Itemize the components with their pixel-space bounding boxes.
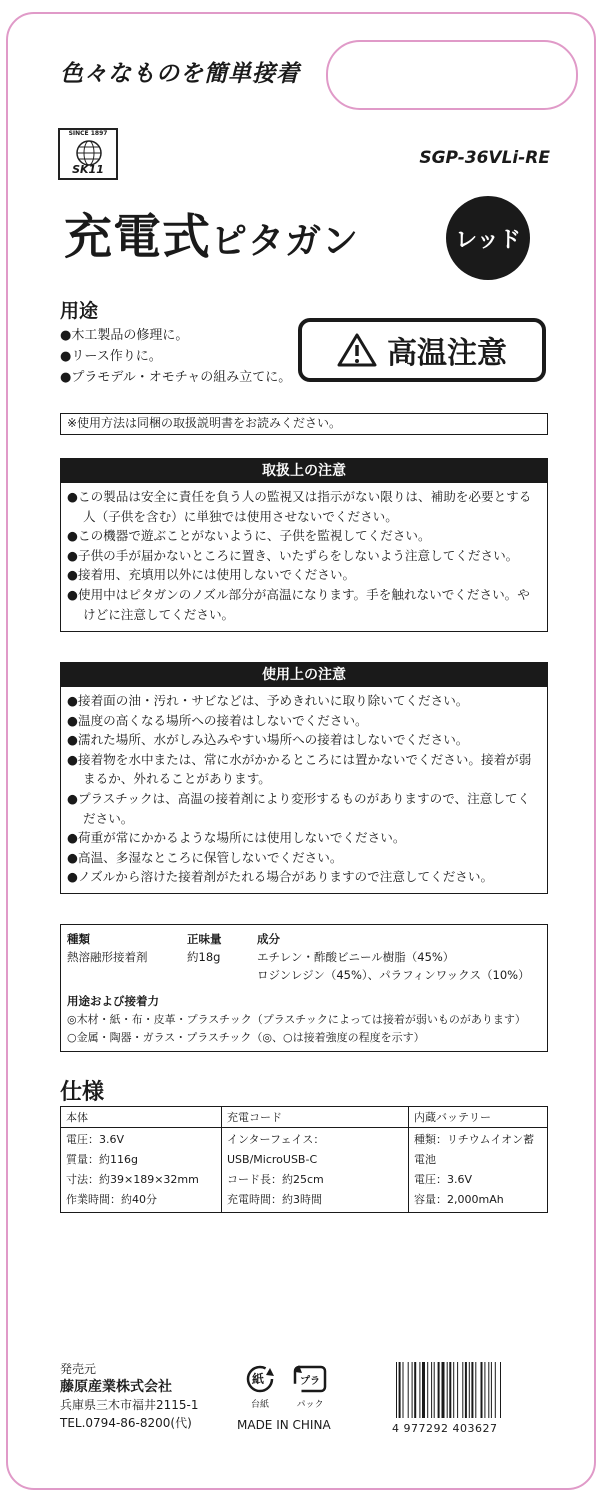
barcode-stripe bbox=[396, 1362, 397, 1418]
usage-item: ●接着物を水中または、常に水がかかるところには置かないでください。接着が弱まるか、外れることがあります。 bbox=[67, 751, 532, 787]
brand-since: SINCE 1897 bbox=[68, 130, 108, 137]
paper-label: 台紙 bbox=[250, 1400, 269, 1410]
plastic-mark: プラ bbox=[300, 1376, 320, 1387]
handling-item: ●子供の手が届かないところに置き、いたずらをしないよう注意してください。 bbox=[67, 547, 519, 563]
barcode-stripe bbox=[447, 1362, 448, 1418]
barcode-stripe bbox=[495, 1362, 496, 1418]
spec-body-line: 寸法：約39×189×32mm bbox=[66, 1173, 199, 1186]
barcode-stripe bbox=[491, 1362, 492, 1418]
hang-hole bbox=[326, 40, 578, 110]
made-in: MADE IN CHINA bbox=[237, 1418, 331, 1432]
composition-box bbox=[60, 924, 548, 1052]
handling-item: ●この機器で遊ぶことがないように、子供を監視してください。 bbox=[67, 528, 431, 544]
spec-battery-line: 種類：リチウムイオン蓄電池 bbox=[414, 1133, 535, 1166]
spec-cord-line: コード長：約25cm bbox=[227, 1173, 324, 1186]
handling-heading: 取扱上の注意 bbox=[61, 459, 547, 483]
barcode-stripe bbox=[469, 1362, 470, 1418]
spec-table bbox=[60, 1106, 548, 1213]
barcode-stripe bbox=[442, 1362, 445, 1418]
barcode-stripe bbox=[431, 1362, 432, 1418]
spec-cord-line: 充電時間：約3時間 bbox=[227, 1193, 322, 1206]
barcode-stripe bbox=[438, 1362, 440, 1418]
seller-address: 兵庫県三木市福井2115-1 bbox=[60, 1398, 199, 1412]
barcode-stripe bbox=[462, 1362, 463, 1418]
barcode-stripe bbox=[449, 1362, 451, 1418]
spec-col-cord: 充電コード bbox=[222, 1107, 409, 1128]
barcode-stripe bbox=[465, 1362, 467, 1418]
spec-col-body: 本体 bbox=[61, 1107, 222, 1128]
usage-item: ●温度の高くなる場所への接着はしないでください。 bbox=[67, 712, 368, 728]
warning-triangle-icon bbox=[337, 332, 377, 368]
spec-body-line: 電圧：3.6V bbox=[66, 1133, 125, 1146]
spec-body-cell bbox=[61, 1128, 222, 1213]
application-1: ◎木材・紙・布・皮革・プラスチック（プラスチックによっては接着が弱いものがあります） bbox=[67, 1013, 526, 1026]
usage-item: ●高温、多湿なところに保管しないでください。 bbox=[67, 849, 343, 865]
handling-item: ●この製品は安全に責任を負う人の監視又は指示がない限りは、補助を必要とする人（子供を含む）に単独では使用させないでください。 bbox=[67, 489, 532, 524]
handling-item: ●接着用、充填用以外には使用しないでください。 bbox=[67, 567, 356, 583]
product-title bbox=[64, 198, 359, 267]
usage-item: ●荷重が常にかかるような場所には使用しないでください。 bbox=[67, 830, 406, 846]
barcode-stripe bbox=[500, 1362, 501, 1418]
weight-label: 正味量 bbox=[187, 932, 222, 946]
barcode-stripe bbox=[412, 1362, 413, 1418]
uses-item: ●リース作りに。 bbox=[60, 349, 162, 364]
handling-item: ●使用中はピタガンのノズル部分が高温になります。手を触れないでください。やけどに注意してください。 bbox=[67, 586, 530, 622]
application-2: ○金属・陶器・ガラス・プラスチック（◎、○は接着強度の程度を示す） bbox=[67, 1031, 425, 1044]
ingredient-label: 成分 bbox=[257, 932, 280, 946]
barcode-bars bbox=[392, 1362, 548, 1418]
product-title-kana: ピタガン bbox=[211, 221, 360, 262]
paper-recycle-mark bbox=[244, 1364, 276, 1410]
barcode-stripe bbox=[419, 1362, 420, 1418]
usage-heading: 使用上の注意 bbox=[61, 663, 547, 687]
uses-list bbox=[60, 325, 291, 388]
spec-col-battery: 内蔵バッテリー bbox=[409, 1107, 548, 1128]
manual-note: ※使用方法は同梱の取扱説明書をお読みください。 bbox=[60, 413, 548, 435]
brand-name: SK11 bbox=[72, 163, 104, 176]
seller-company: 藤原産業株式会社 bbox=[60, 1379, 172, 1395]
barcode-number: 4 977292 403627 bbox=[392, 1422, 498, 1435]
color-badge: レッド bbox=[446, 196, 530, 280]
barcode-stripe bbox=[484, 1362, 485, 1418]
seller-tel: TEL.0794-86-8200(代) bbox=[60, 1416, 192, 1430]
product-title-main: 充電式 bbox=[64, 209, 212, 265]
barcode-stripe bbox=[434, 1362, 435, 1418]
usage-item: ●濡れた場所、水がしみ込みやすい場所への接着はしないでください。 bbox=[67, 732, 469, 748]
model-number: SGP-36VLi-RE bbox=[419, 148, 550, 168]
barcode-stripe bbox=[414, 1362, 416, 1418]
ingredient-1: エチレン・酢酸ビニール樹脂（45%） bbox=[257, 950, 455, 964]
barcode-stripe bbox=[453, 1362, 454, 1418]
paper-mark: 紙 bbox=[252, 1372, 265, 1386]
warning-label: 高温注意 bbox=[387, 336, 507, 371]
barcode-stripe bbox=[408, 1362, 409, 1418]
barcode-stripe bbox=[475, 1362, 476, 1418]
spec-battery-cell bbox=[409, 1128, 548, 1213]
spec-cord-cell bbox=[222, 1128, 409, 1213]
spec-body-line: 作業時間：約40分 bbox=[66, 1193, 157, 1206]
barcode-stripe bbox=[427, 1362, 428, 1418]
spec-heading: 仕様 bbox=[60, 1080, 105, 1105]
plastic-recycle-mark bbox=[292, 1364, 328, 1410]
usage-item: ●接着面の油・汚れ・サビなどは、予めきれいに取り除いてください。 bbox=[67, 693, 469, 708]
barcode-stripe bbox=[399, 1362, 401, 1418]
spec-battery-line: 電圧：3.6V bbox=[414, 1173, 473, 1186]
handling-panel bbox=[60, 458, 548, 632]
tagline: 色々なものを簡単接着 bbox=[60, 61, 300, 87]
uses-heading: 用途 bbox=[60, 300, 99, 322]
kind-value: 熱溶融形接着剤 bbox=[67, 950, 148, 964]
ingredient-2: ロジンレジン（45%）、パラフィンワックス（10%） bbox=[257, 968, 530, 982]
kind-label: 種類 bbox=[67, 932, 90, 946]
uses-item: ●木工製品の修理に。 bbox=[60, 328, 189, 343]
usage-item: ●プラスチックは、高温の接着剤により変形するものがありますので、注意してください。 bbox=[67, 790, 531, 826]
applications-label: 用途および接着力 bbox=[67, 994, 159, 1008]
barcode-stripe bbox=[488, 1362, 489, 1418]
plastic-label: パック bbox=[296, 1400, 324, 1410]
barcode bbox=[392, 1362, 548, 1435]
weight-value: 約18g bbox=[187, 950, 221, 964]
barcode-stripe bbox=[422, 1362, 425, 1418]
barcode-stripe bbox=[403, 1362, 404, 1418]
barcode-stripe bbox=[457, 1362, 458, 1418]
uses-item: ●プラモデル・オモチャの組み立てに。 bbox=[60, 370, 292, 385]
high-temp-warning bbox=[298, 318, 546, 382]
seller-info bbox=[60, 1360, 199, 1432]
spec-cord-line: インターフェイス：USB/MicroUSB-C bbox=[227, 1133, 325, 1166]
barcode-stripe bbox=[471, 1362, 473, 1418]
brand-logo bbox=[58, 128, 118, 180]
seller-label: 発売元 bbox=[60, 1362, 97, 1376]
usage-panel bbox=[60, 662, 548, 894]
spec-battery-line: 容量：2,000mAh bbox=[414, 1193, 504, 1206]
usage-item: ●ノズルから溶けた接着剤がたれる場合がありますので注意してください。 bbox=[67, 869, 494, 885]
barcode-stripe bbox=[481, 1362, 483, 1418]
spec-body-line: 質量：約116g bbox=[66, 1153, 138, 1166]
